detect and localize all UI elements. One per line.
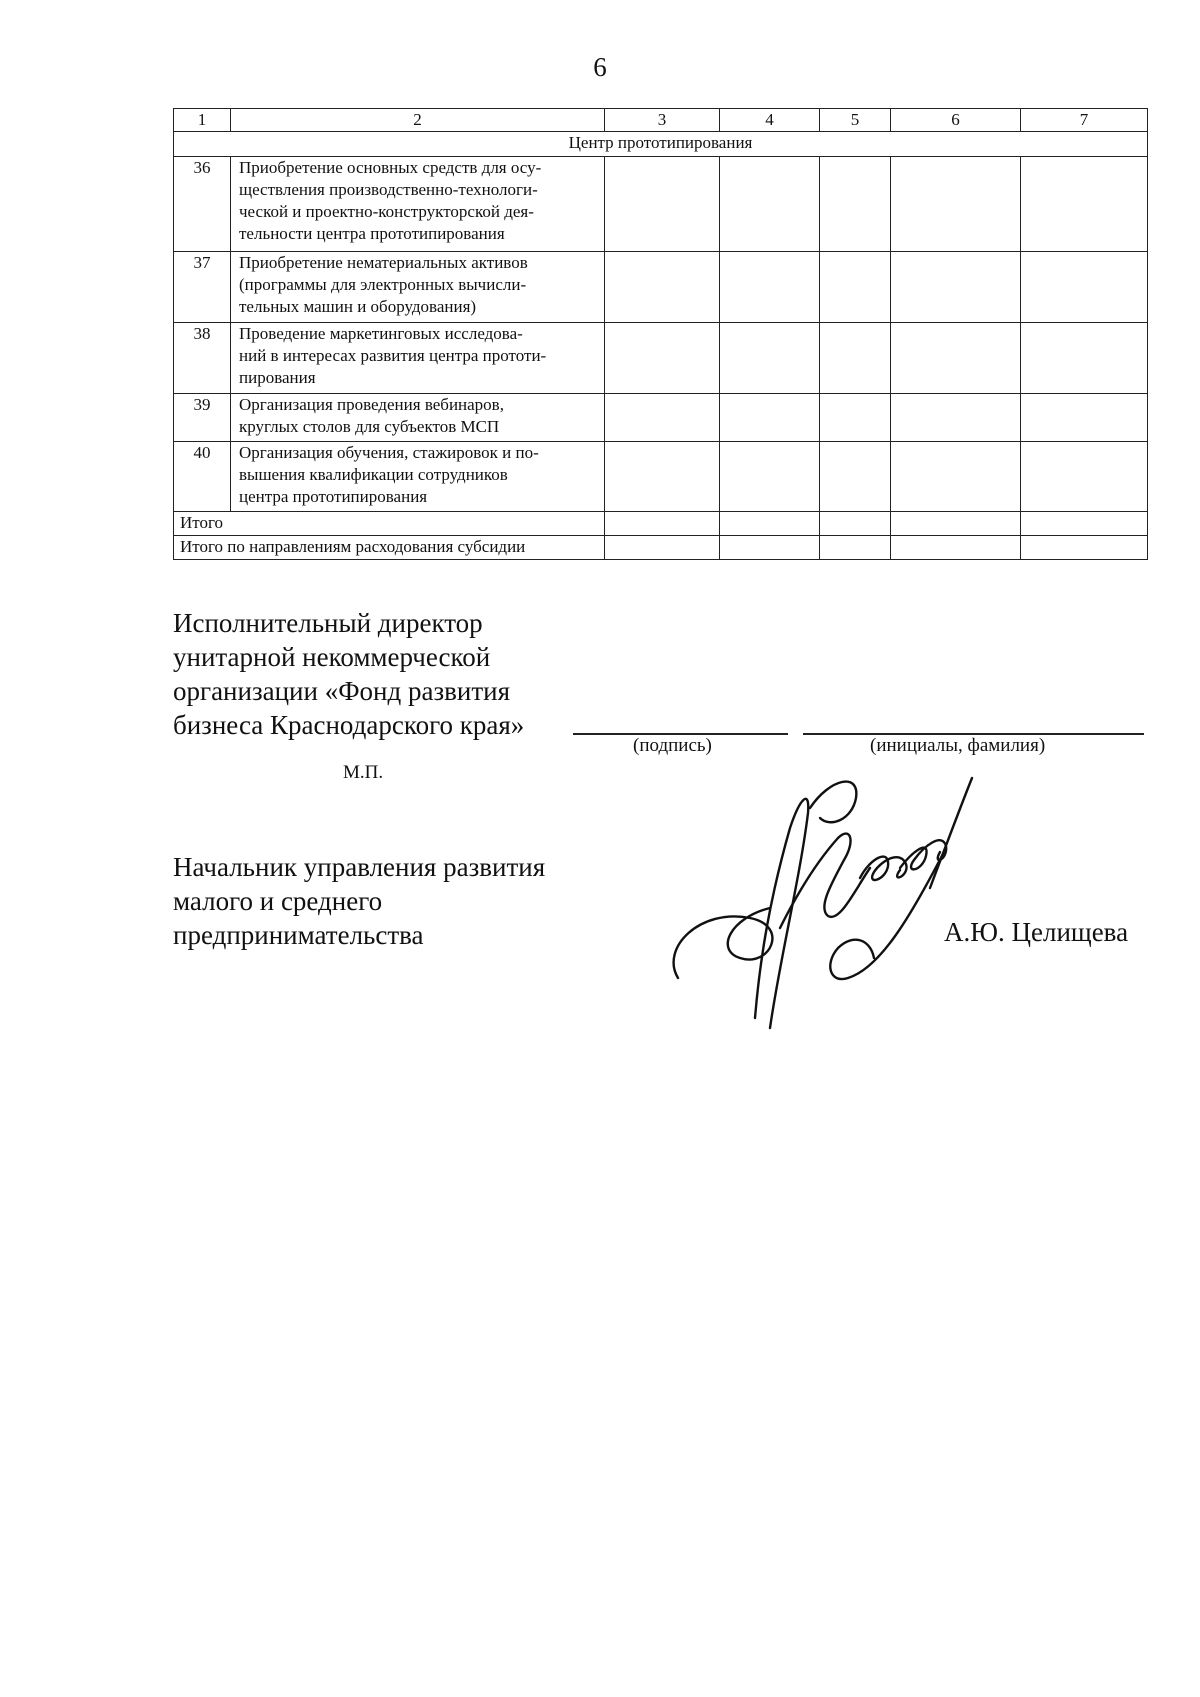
empty-cell <box>820 536 891 560</box>
name-caption: (инициалы, фамилия) <box>870 735 1046 756</box>
description-line: вышения квалификации сотрудников <box>239 465 508 484</box>
empty-cell <box>1021 252 1148 323</box>
column-header: 1 <box>174 109 231 132</box>
empty-cell <box>720 442 820 512</box>
empty-cell <box>820 323 891 394</box>
description-line: круглых столов для субъектов МСП <box>239 417 500 436</box>
head-title-line: предпринимательства <box>173 920 424 950</box>
table-row <box>174 252 1148 323</box>
row-description <box>231 157 605 252</box>
table-row <box>174 323 1148 394</box>
empty-cell <box>891 442 1021 512</box>
description-line: тельных машин и оборудования) <box>239 297 477 316</box>
empty-cell <box>720 512 820 536</box>
head-title-line: Начальник управления развития <box>173 852 546 882</box>
empty-cell <box>605 442 720 512</box>
empty-cell <box>820 512 891 536</box>
empty-cell <box>720 394 820 442</box>
description-line: (программы для электронных вычисли- <box>239 275 527 294</box>
row-number: 37 <box>174 252 231 323</box>
description-line: Приобретение основных средств для осу- <box>239 158 542 177</box>
empty-cell <box>720 252 820 323</box>
description-line: пирования <box>239 368 316 387</box>
empty-cell <box>891 394 1021 442</box>
description-line: Проведение маркетинговых исследова- <box>239 324 523 343</box>
row-number: 36 <box>174 157 231 252</box>
row-description <box>231 323 605 394</box>
table-row <box>174 394 1148 442</box>
signature-caption: (подпись) <box>633 735 712 756</box>
empty-cell <box>891 252 1021 323</box>
empty-cell <box>1021 512 1148 536</box>
empty-cell <box>820 252 891 323</box>
empty-cell <box>720 157 820 252</box>
director-title-line: унитарной некоммерческой <box>173 642 491 672</box>
head-title-line: малого и среднего <box>173 886 383 916</box>
row-number: 40 <box>174 442 231 512</box>
description-line: ний в интересах развития центра прототи- <box>239 346 547 365</box>
column-header: 3 <box>605 109 720 132</box>
empty-cell <box>891 536 1021 560</box>
empty-cell <box>1021 394 1148 442</box>
description-line: центра прототипирования <box>239 487 428 506</box>
column-header: 4 <box>720 109 820 132</box>
row-description <box>231 252 605 323</box>
column-header: 2 <box>231 109 605 132</box>
description-line: ческой и проектно-конструкторской дея- <box>239 202 534 221</box>
empty-cell <box>820 442 891 512</box>
empty-cell <box>820 157 891 252</box>
empty-cell <box>1021 442 1148 512</box>
description-line: Приобретение нематериальных активов <box>239 253 528 272</box>
grand-total-label: Итого по направлениям расходования субсидии <box>174 536 605 560</box>
description-line: ществления производственно-технологи- <box>239 180 538 199</box>
empty-cell <box>891 157 1021 252</box>
total-row <box>174 512 1148 536</box>
section-row <box>174 132 1148 157</box>
empty-cell <box>605 323 720 394</box>
budget-table <box>173 108 1148 560</box>
director-title-line: организации «Фонд развития <box>173 676 510 706</box>
description-line: Организация проведения вебинаров, <box>239 395 504 414</box>
empty-cell <box>891 323 1021 394</box>
column-header: 5 <box>820 109 891 132</box>
column-header: 7 <box>1021 109 1148 132</box>
empty-cell <box>1021 323 1148 394</box>
head-title <box>173 850 545 952</box>
empty-cell <box>605 157 720 252</box>
section-title: Центр прототипирования <box>174 132 1148 157</box>
column-header: 6 <box>891 109 1021 132</box>
empty-cell <box>605 252 720 323</box>
empty-cell <box>1021 536 1148 560</box>
empty-cell <box>891 512 1021 536</box>
column-header-row <box>174 109 1148 132</box>
empty-cell <box>605 512 720 536</box>
director-title-line: бизнеса Краснодарского края» <box>173 710 525 740</box>
page-number: 6 <box>593 52 607 82</box>
head-name: А.Ю. Целищева <box>944 917 1129 947</box>
empty-cell <box>720 323 820 394</box>
grand-total-row <box>174 536 1148 560</box>
handwritten-signature <box>660 768 980 1038</box>
row-description <box>231 442 605 512</box>
table-row <box>174 442 1148 512</box>
empty-cell <box>720 536 820 560</box>
empty-cell <box>1021 157 1148 252</box>
row-number: 38 <box>174 323 231 394</box>
row-description <box>231 394 605 442</box>
row-number: 39 <box>174 394 231 442</box>
empty-cell <box>820 394 891 442</box>
director-title-line: Исполнительный директор <box>173 608 483 638</box>
table-row <box>174 157 1148 252</box>
total-label: Итого <box>174 512 605 536</box>
description-line: тельности центра прототипирования <box>239 224 505 243</box>
director-title <box>173 606 524 742</box>
description-line: Организация обучения, стажировок и по- <box>239 443 539 462</box>
stamp-placeholder: М.П. <box>343 762 384 783</box>
empty-cell <box>605 536 720 560</box>
empty-cell <box>605 394 720 442</box>
